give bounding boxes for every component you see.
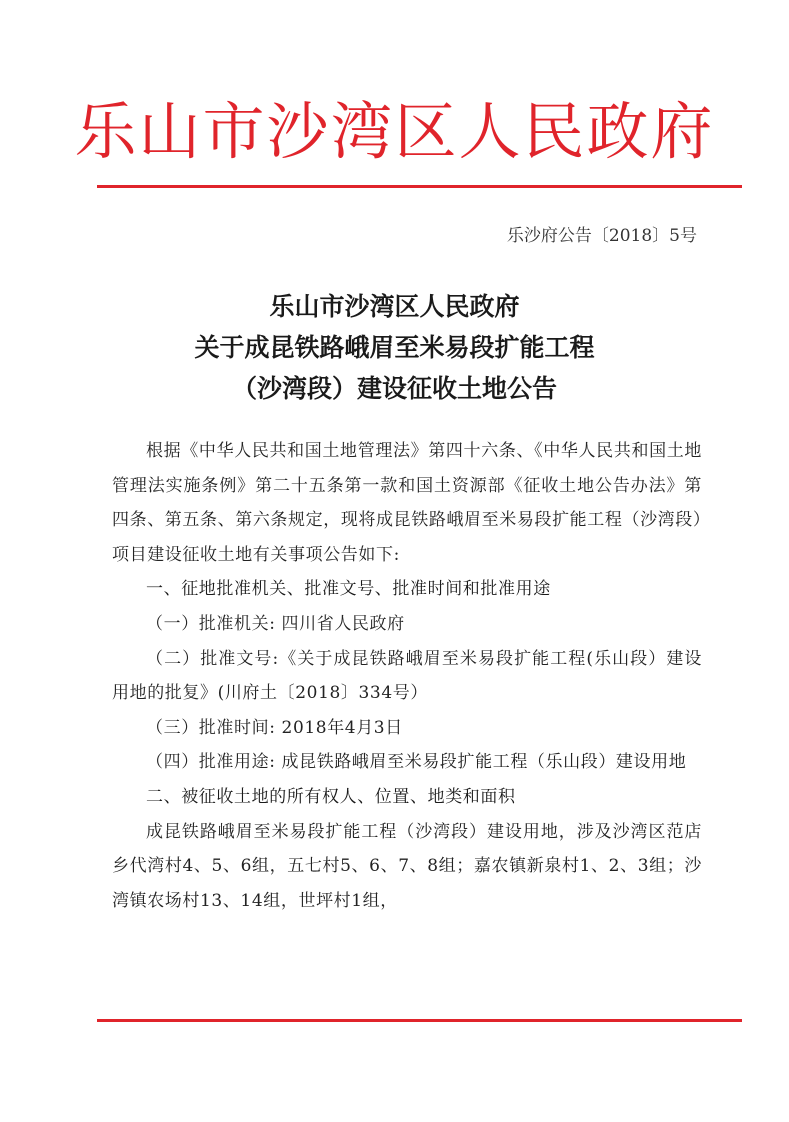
- title-line-3: （沙湾段）建设征收土地公告: [231, 374, 557, 403]
- section-1-heading: 一、征地批准机关、批准文号、批准时间和批准用途: [146, 579, 551, 600]
- approval-document-number-item: （二）批准文号:《关于成昆铁路峨眉至米易段扩能工程(乐山段）建设用地的批复》(川府土〔2018〕334号）: [112, 648, 702, 704]
- document-number: 乐沙府公告〔2018〕5号: [506, 226, 697, 246]
- section-2-paragraph: 成昆铁路峨眉至米易段扩能工程（沙湾段）建设用地，涉及沙湾区范店乡代湾村4、5、6组，五七村5、6、7、8组；嘉农镇新泉村1、2、3组；沙湾镇农场村13、14组，世坪村1组，: [112, 821, 702, 911]
- intro-paragraph: 根据《中华人民共和国土地管理法》第四十六条、《中华人民共和国土地管理法实施条例》第二十五条第一款和国土资源部《征收土地公告办法》第四条、第五条、第六条规定，现将成昆铁路峨眉至米易段扩能工程（沙湾段）项目建设征收土地有关事项公告如下:: [112, 441, 702, 565]
- title-line-1: 乐山市沙湾区人民政府: [269, 292, 520, 321]
- approval-purpose-item: （四）批准用途: 成昆铁路峨眉至米易段扩能工程（乐山段）建设用地: [146, 752, 687, 773]
- approval-authority-item: （一）批准机关: 四川省人民政府: [146, 613, 405, 634]
- letterhead-org-name: 乐山市沙湾区人民政府: [74, 95, 715, 168]
- document-body: [112, 434, 702, 918]
- document-title: [0, 286, 789, 409]
- title-line-2: 关于成昆铁路峨眉至米易段扩能工程: [194, 333, 595, 362]
- approval-date-item: （三）批准时间: 2018年4月3日: [146, 717, 403, 738]
- footer-red-rule: [97, 1019, 742, 1022]
- section-2-heading: 二、被征收土地的所有权人、位置、地类和面积: [146, 786, 516, 807]
- letterhead-red-rule: [97, 185, 742, 188]
